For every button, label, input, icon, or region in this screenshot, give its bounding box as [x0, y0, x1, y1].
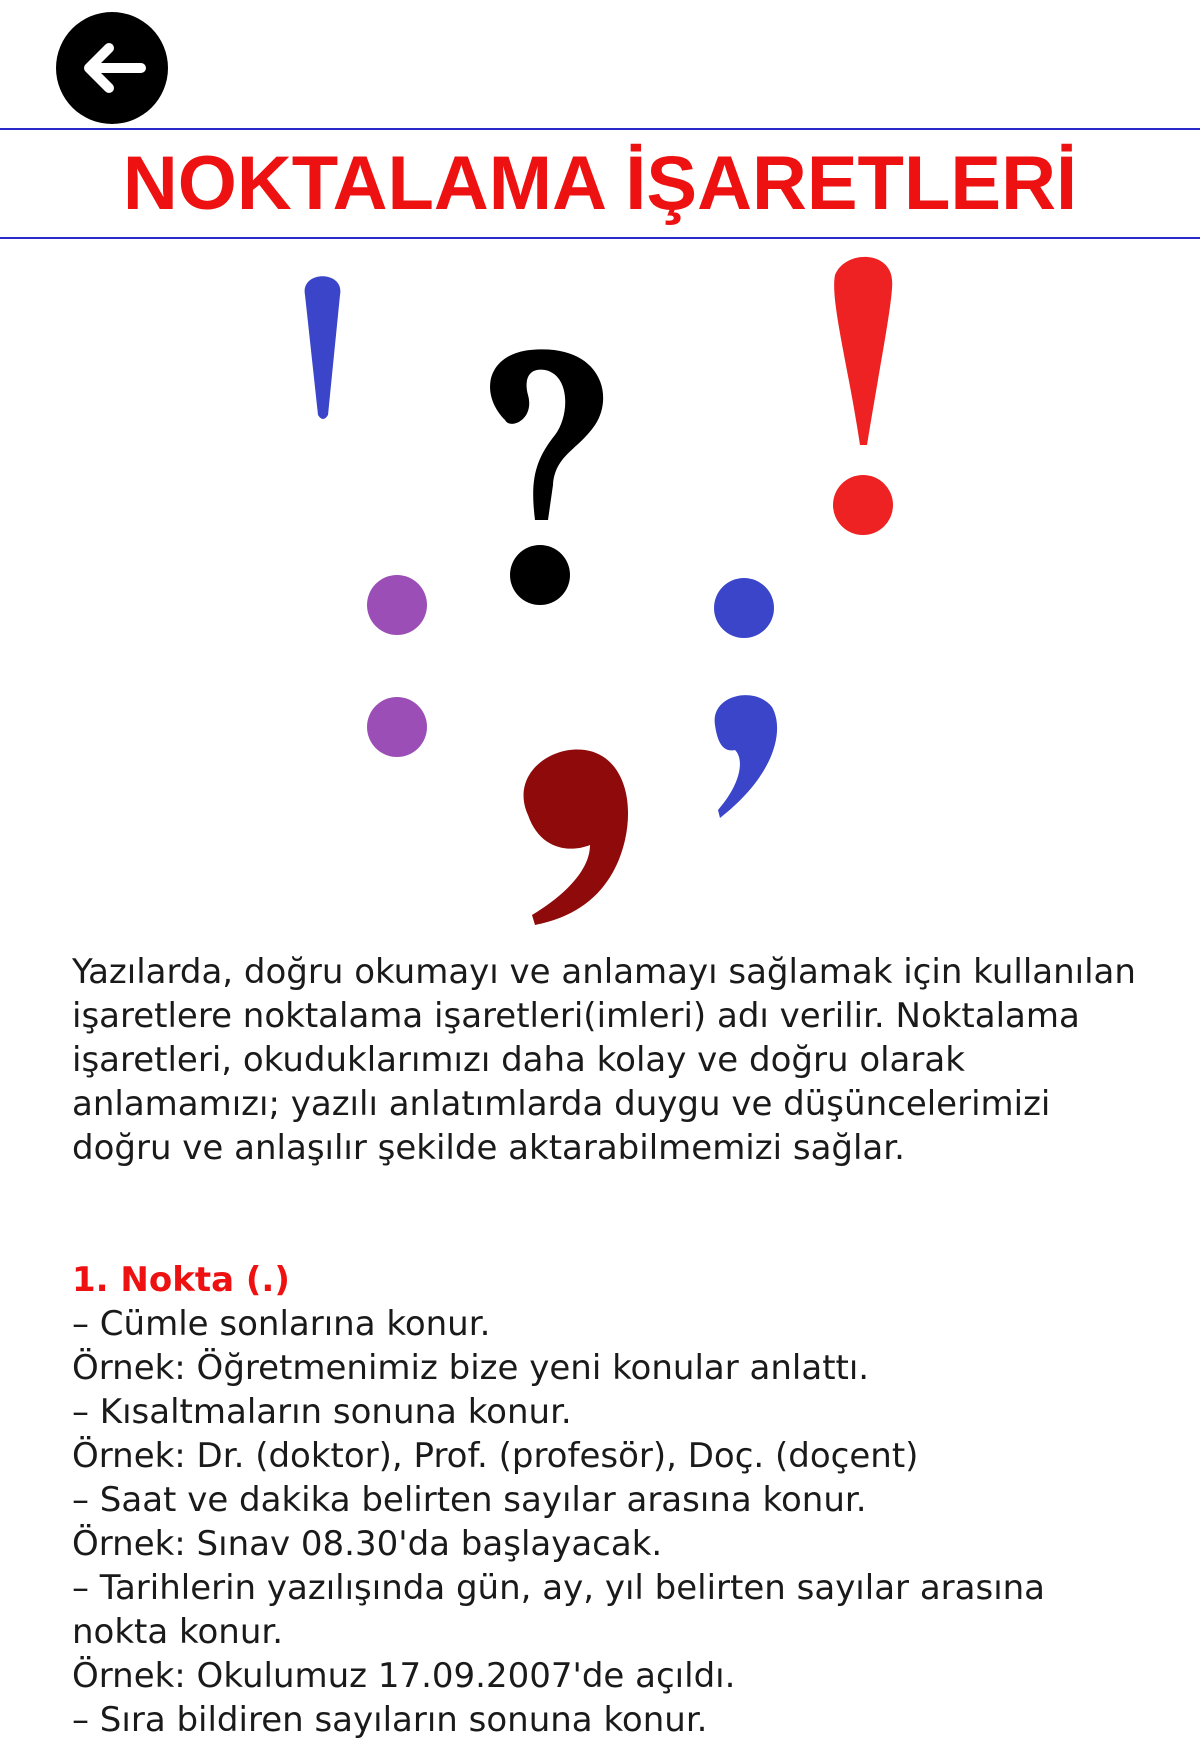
comma-icon	[524, 749, 629, 925]
intro-paragraph: Yazılarda, doğru okumayı ve anlamayı sağlamak için kullanılan işaretlere noktalama işaretleri(imleri) adı verilir. Noktalama işaretleri, okuduklarımızı daha kolay ve doğru olarak anlamamızı; yazılı anlatımlarda duygu ve düşüncelerimizi doğru ve anlaşılır şekilde aktarabilmemizi sağlar.	[72, 952, 1136, 1168]
back-button[interactable]	[56, 12, 168, 124]
article-content	[72, 950, 1142, 1742]
rule-line: – Tarihlerin yazılışında gün, ay, yıl belirten sayılar arasına nokta konur.	[72, 1568, 1046, 1652]
arrow-left-icon	[77, 40, 147, 96]
rule-line: – Cümle sonlarına konur.	[72, 1304, 491, 1344]
example-line: Örnek: Öğretmenimiz bize yeni konular anlattı.	[72, 1348, 870, 1388]
page-title: NOKTALAMA İŞARETLERİ	[122, 141, 1078, 226]
semicolon-icon	[714, 578, 777, 818]
title-bar	[0, 128, 1200, 239]
section-heading: 1. Nokta (.)	[72, 1260, 290, 1300]
rule-line: – Kısaltmaların sonuna konur.	[72, 1392, 572, 1432]
colon-icon	[367, 575, 427, 757]
example-line: Örnek: Dr. (doktor), Prof. (profesör), Doç. (doçent)	[72, 1436, 919, 1476]
example-line: Örnek: Okulumuz 17.09.2007'de açıldı.	[72, 1656, 736, 1696]
rule-line: – Saat ve dakika belirten sayılar arasına konur.	[72, 1480, 867, 1520]
example-line: Örnek: Sınav 08.30'da başlayacak.	[72, 1524, 663, 1564]
punctuation-illustration	[270, 255, 930, 935]
rule-line: – Sıra bildiren sayıların sonuna konur.	[72, 1700, 708, 1740]
apostrophe-icon	[305, 276, 341, 419]
exclamation-mark-icon	[833, 257, 893, 535]
question-mark-icon	[490, 349, 603, 605]
